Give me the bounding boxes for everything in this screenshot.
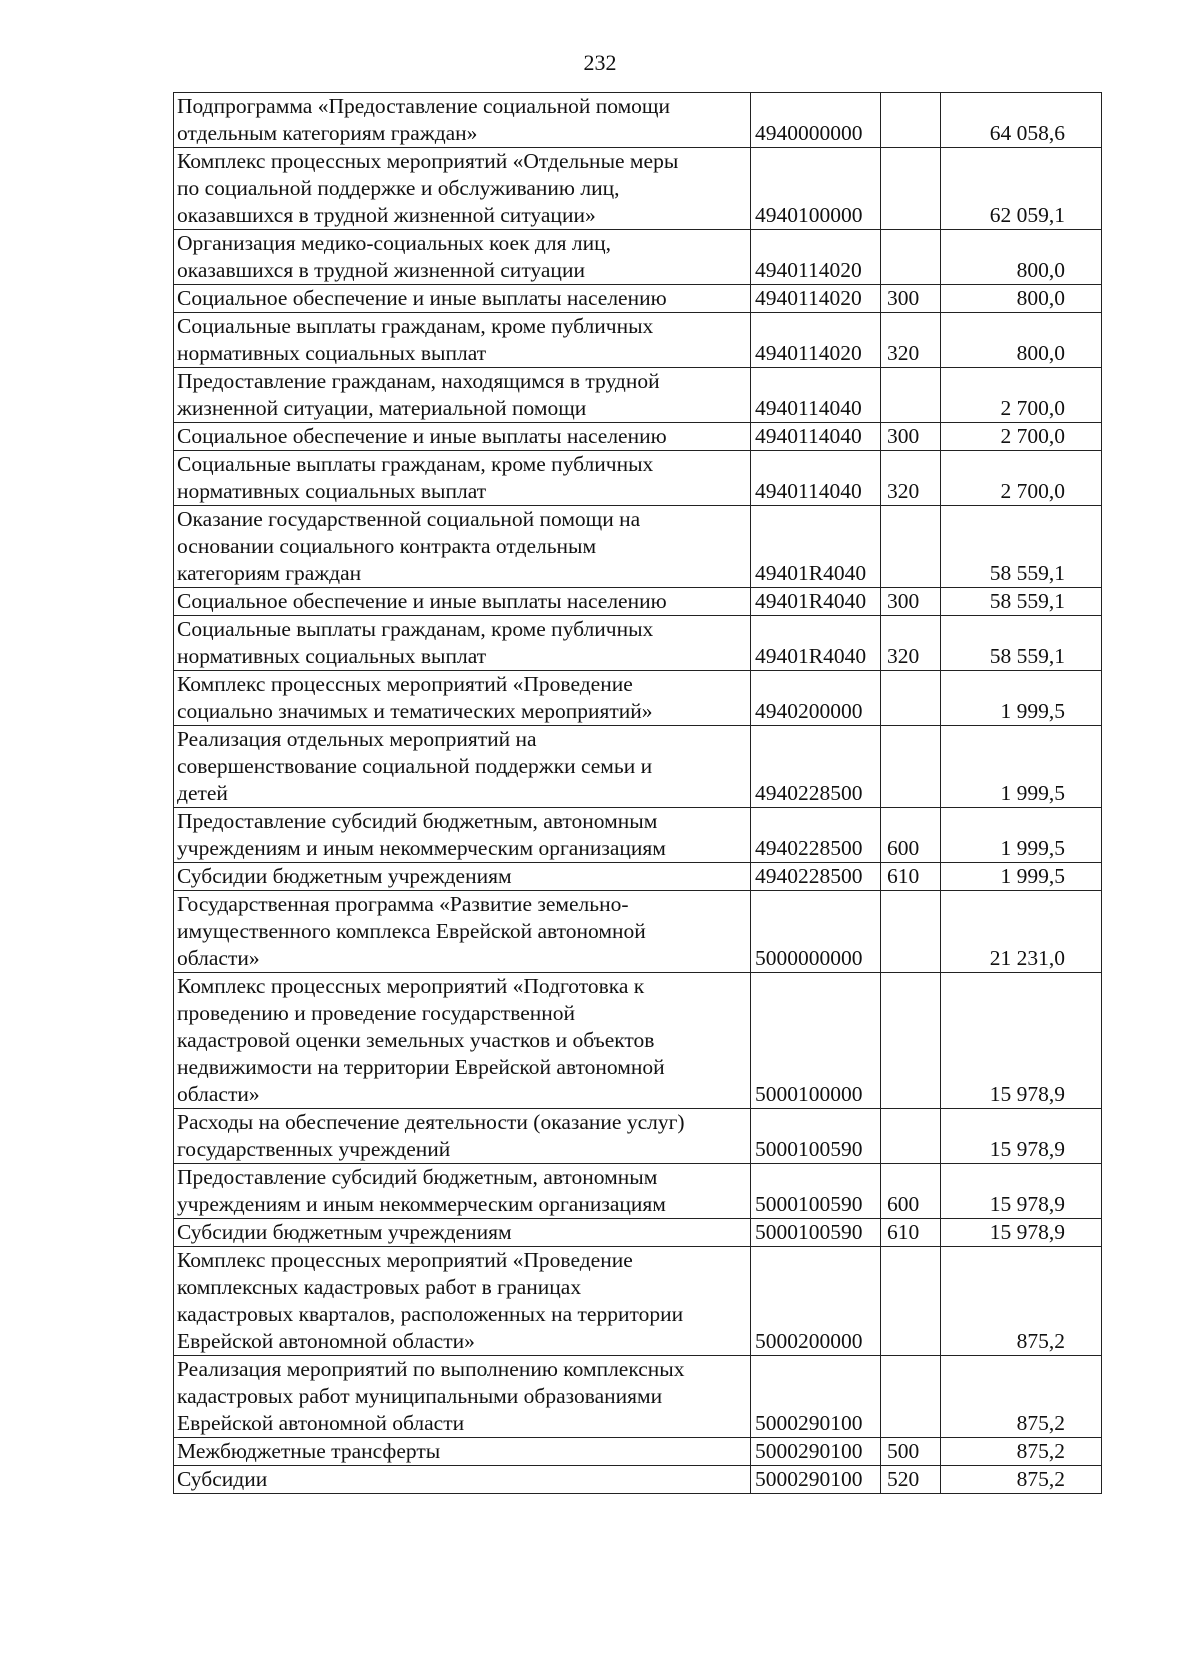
amount-cell: 2 700,0 bbox=[941, 423, 1102, 451]
expense-type-cell: 520 bbox=[881, 1466, 941, 1494]
expense-name-cell bbox=[174, 891, 751, 973]
expense-name-line: Социальное обеспечение и иные выплаты населению bbox=[177, 286, 667, 310]
expense-type-cell: 600 bbox=[881, 1164, 941, 1219]
amount-cell: 15 978,9 bbox=[941, 1164, 1102, 1219]
expense-name-cell bbox=[174, 506, 751, 588]
expense-name-cell bbox=[174, 313, 751, 368]
expense-type-cell: 300 bbox=[881, 588, 941, 616]
expense-name-line: Предоставление субсидий бюджетным, автономным bbox=[177, 1165, 658, 1189]
amount-cell: 64 058,6 bbox=[941, 93, 1102, 148]
table-row bbox=[174, 863, 1102, 891]
expense-type-cell bbox=[881, 506, 941, 588]
expense-name-line: категориям граждан bbox=[177, 561, 362, 585]
target-code-cell: 4940100000 bbox=[751, 148, 881, 230]
expense-type-cell: 500 bbox=[881, 1438, 941, 1466]
target-code-cell: 4940114020 bbox=[751, 285, 881, 313]
target-code-cell: 4940114020 bbox=[751, 230, 881, 285]
expense-name-line: области» bbox=[177, 946, 260, 970]
amount-cell: 58 559,1 bbox=[941, 506, 1102, 588]
target-code-cell: 5000290100 bbox=[751, 1356, 881, 1438]
amount-cell: 800,0 bbox=[941, 285, 1102, 313]
expense-name-line: Социальное обеспечение и иные выплаты населению bbox=[177, 424, 667, 448]
table-row bbox=[174, 1219, 1102, 1247]
target-code-cell: 49401R4040 bbox=[751, 506, 881, 588]
table-row bbox=[174, 93, 1102, 148]
expense-type-cell bbox=[881, 1109, 941, 1164]
expense-name-line: Еврейской автономной области» bbox=[177, 1329, 475, 1353]
expense-name-line: Субсидии бюджетным учреждениям bbox=[177, 1220, 512, 1244]
expense-name-line: комплексных кадастровых работ в границах bbox=[177, 1275, 582, 1299]
expense-name-line: по социальной поддержке и обслуживанию лиц, bbox=[177, 176, 620, 200]
table-row bbox=[174, 671, 1102, 726]
amount-cell: 21 231,0 bbox=[941, 891, 1102, 973]
amount-cell: 2 700,0 bbox=[941, 451, 1102, 506]
expense-name-line: учреждениям и иным некоммерческим организациям bbox=[177, 1192, 666, 1216]
amount-cell: 15 978,9 bbox=[941, 973, 1102, 1109]
expense-name-line: жизненной ситуации, материальной помощи bbox=[177, 396, 587, 420]
expense-name-line: отдельным категориям граждан» bbox=[177, 121, 478, 145]
table-row bbox=[174, 726, 1102, 808]
target-code-cell: 5000100590 bbox=[751, 1109, 881, 1164]
expense-name-line: Социальные выплаты гражданам, кроме публичных bbox=[177, 314, 654, 338]
expense-type-cell bbox=[881, 671, 941, 726]
amount-cell: 15 978,9 bbox=[941, 1109, 1102, 1164]
expense-name-line: нормативных социальных выплат bbox=[177, 644, 487, 668]
expense-type-cell bbox=[881, 1247, 941, 1356]
target-code-cell: 4940114040 bbox=[751, 423, 881, 451]
expense-type-cell: 610 bbox=[881, 1219, 941, 1247]
expense-name-line: Социальные выплаты гражданам, кроме публичных bbox=[177, 617, 654, 641]
target-code-cell: 5000200000 bbox=[751, 1247, 881, 1356]
expense-name-line: Субсидии бюджетным учреждениям bbox=[177, 864, 512, 888]
amount-cell: 800,0 bbox=[941, 230, 1102, 285]
expense-type-cell: 300 bbox=[881, 423, 941, 451]
target-code-cell: 4940114040 bbox=[751, 368, 881, 423]
amount-cell: 1 999,5 bbox=[941, 808, 1102, 863]
table-row bbox=[174, 973, 1102, 1109]
expense-name-line: Расходы на обеспечение деятельности (оказание услуг) bbox=[177, 1110, 685, 1134]
expense-name-line: Социальное обеспечение и иные выплаты населению bbox=[177, 589, 667, 613]
expense-name-line: социально значимых и тематических мероприятий» bbox=[177, 699, 653, 723]
amount-cell: 15 978,9 bbox=[941, 1219, 1102, 1247]
table-row bbox=[174, 368, 1102, 423]
expense-name-cell bbox=[174, 671, 751, 726]
expense-name-line: нормативных социальных выплат bbox=[177, 479, 487, 503]
amount-cell: 800,0 bbox=[941, 313, 1102, 368]
amount-cell: 62 059,1 bbox=[941, 148, 1102, 230]
expense-name-cell bbox=[174, 93, 751, 148]
expense-name-line: Комплекс процессных мероприятий «Проведение bbox=[177, 672, 633, 696]
target-code-cell: 5000290100 bbox=[751, 1438, 881, 1466]
target-code-cell: 5000100000 bbox=[751, 973, 881, 1109]
expense-type-cell: 600 bbox=[881, 808, 941, 863]
expense-name-line: Оказание государственной социальной помощи на bbox=[177, 507, 641, 531]
table-row bbox=[174, 891, 1102, 973]
amount-cell: 875,2 bbox=[941, 1466, 1102, 1494]
table-row bbox=[174, 451, 1102, 506]
expense-name-line: Еврейской автономной области bbox=[177, 1411, 465, 1435]
expense-name-line: Предоставление гражданам, находящимся в трудной bbox=[177, 369, 660, 393]
target-code-cell: 5000100590 bbox=[751, 1219, 881, 1247]
target-code-cell: 5000000000 bbox=[751, 891, 881, 973]
expense-name-cell bbox=[174, 1247, 751, 1356]
expense-name-line: области» bbox=[177, 1082, 260, 1106]
expense-name-line: Организация медико-социальных коек для лиц, bbox=[177, 231, 611, 255]
table-row bbox=[174, 230, 1102, 285]
amount-cell: 1 999,5 bbox=[941, 863, 1102, 891]
expense-type-cell: 610 bbox=[881, 863, 941, 891]
expense-name-line: Реализация мероприятий по выполнению комплексных bbox=[177, 1357, 685, 1381]
target-code-cell: 4940200000 bbox=[751, 671, 881, 726]
expense-name-line: Комплекс процессных мероприятий «Проведение bbox=[177, 1248, 633, 1272]
expense-name-cell bbox=[174, 1438, 751, 1466]
page-number: 232 bbox=[583, 50, 617, 75]
expense-name-cell bbox=[174, 148, 751, 230]
expense-type-cell: 320 bbox=[881, 616, 941, 671]
expense-name-cell bbox=[174, 1356, 751, 1438]
expense-name-line: Комплекс процессных мероприятий «Подготовка к bbox=[177, 974, 645, 998]
amount-cell: 1 999,5 bbox=[941, 671, 1102, 726]
table-row bbox=[174, 1356, 1102, 1438]
target-code-cell: 49401R4040 bbox=[751, 616, 881, 671]
expense-name-cell bbox=[174, 1466, 751, 1494]
table-row bbox=[174, 148, 1102, 230]
expense-type-cell: 300 bbox=[881, 285, 941, 313]
table-row bbox=[174, 1466, 1102, 1494]
table-row bbox=[174, 423, 1102, 451]
expense-name-line: оказавшихся в трудной жизненной ситуации» bbox=[177, 203, 596, 227]
target-code-cell: 5000290100 bbox=[751, 1466, 881, 1494]
expense-type-cell bbox=[881, 973, 941, 1109]
expense-name-cell bbox=[174, 616, 751, 671]
table-row bbox=[174, 285, 1102, 313]
target-code-cell: 49401R4040 bbox=[751, 588, 881, 616]
expense-name-line: кадастровых кварталов, расположенных на территории bbox=[177, 1302, 684, 1326]
expense-type-cell bbox=[881, 93, 941, 148]
target-code-cell: 4940114020 bbox=[751, 313, 881, 368]
expense-name-cell bbox=[174, 1109, 751, 1164]
target-code-cell: 4940228500 bbox=[751, 863, 881, 891]
table-row bbox=[174, 808, 1102, 863]
expense-name-line: Подпрограмма «Предоставление социальной помощи bbox=[177, 94, 670, 118]
table-row bbox=[174, 1438, 1102, 1466]
amount-cell: 875,2 bbox=[941, 1356, 1102, 1438]
table-row bbox=[174, 313, 1102, 368]
expense-name-cell bbox=[174, 451, 751, 506]
expense-name-line: кадастровых работ муниципальными образованиями bbox=[177, 1384, 663, 1408]
table-row bbox=[174, 1164, 1102, 1219]
expense-type-cell bbox=[881, 1356, 941, 1438]
expense-name-line: недвижимости на территории Еврейской автономной bbox=[177, 1055, 665, 1079]
expense-type-cell bbox=[881, 230, 941, 285]
expense-type-cell bbox=[881, 148, 941, 230]
expense-name-line: Предоставление субсидий бюджетным, автономным bbox=[177, 809, 658, 833]
expense-name-line: Социальные выплаты гражданам, кроме публичных bbox=[177, 452, 654, 476]
expense-name-line: проведению и проведение государственной bbox=[177, 1001, 576, 1025]
amount-cell: 1 999,5 bbox=[941, 726, 1102, 808]
expense-name-line: Реализация отдельных мероприятий на bbox=[177, 727, 537, 751]
expense-name-line: оказавшихся в трудной жизненной ситуации bbox=[177, 258, 585, 282]
expense-name-line: детей bbox=[177, 781, 228, 805]
expense-name-line: совершенствование социальной поддержки семьи и bbox=[177, 754, 653, 778]
expense-name-cell bbox=[174, 1219, 751, 1247]
expense-name-line: учреждениям и иным некоммерческим организациям bbox=[177, 836, 666, 860]
expense-name-line: государственных учреждений bbox=[177, 1137, 451, 1161]
expense-type-cell: 320 bbox=[881, 313, 941, 368]
expense-name-line: Межбюджетные трансферты bbox=[177, 1439, 441, 1463]
expense-name-line: нормативных социальных выплат bbox=[177, 341, 487, 365]
table-row bbox=[174, 616, 1102, 671]
expense-name-cell bbox=[174, 368, 751, 423]
amount-cell: 875,2 bbox=[941, 1438, 1102, 1466]
table-row bbox=[174, 506, 1102, 588]
amount-cell: 58 559,1 bbox=[941, 588, 1102, 616]
expense-name-line: имущественного комплекса Еврейской автономной bbox=[177, 919, 646, 943]
amount-cell: 2 700,0 bbox=[941, 368, 1102, 423]
expense-type-cell: 320 bbox=[881, 451, 941, 506]
expense-type-cell bbox=[881, 891, 941, 973]
expense-name-cell bbox=[174, 1164, 751, 1219]
expense-name-cell bbox=[174, 808, 751, 863]
expense-type-cell bbox=[881, 368, 941, 423]
budget-table-body bbox=[174, 93, 1102, 1494]
expense-name-cell bbox=[174, 285, 751, 313]
table-row bbox=[174, 1247, 1102, 1356]
target-code-cell: 4940114040 bbox=[751, 451, 881, 506]
table-row bbox=[174, 1109, 1102, 1164]
expense-name-cell bbox=[174, 230, 751, 285]
expense-name-line: Государственная программа «Развитие земельно- bbox=[177, 892, 629, 916]
table-row bbox=[174, 588, 1102, 616]
expense-name-cell bbox=[174, 726, 751, 808]
budget-table bbox=[173, 92, 1102, 1494]
expense-name-line: основании социального контракта отдельным bbox=[177, 534, 597, 558]
expense-name-line: Субсидии bbox=[177, 1467, 268, 1491]
amount-cell: 58 559,1 bbox=[941, 616, 1102, 671]
target-code-cell: 4940228500 bbox=[751, 808, 881, 863]
expense-name-cell bbox=[174, 423, 751, 451]
expense-name-line: Комплекс процессных мероприятий «Отдельные меры bbox=[177, 149, 679, 173]
expense-type-cell bbox=[881, 726, 941, 808]
amount-cell: 875,2 bbox=[941, 1247, 1102, 1356]
expense-name-line: кадастровой оценки земельных участков и объектов bbox=[177, 1028, 655, 1052]
expense-name-cell bbox=[174, 588, 751, 616]
target-code-cell: 4940228500 bbox=[751, 726, 881, 808]
expense-name-cell bbox=[174, 863, 751, 891]
target-code-cell: 5000100590 bbox=[751, 1164, 881, 1219]
target-code-cell: 4940000000 bbox=[751, 93, 881, 148]
expense-name-cell bbox=[174, 973, 751, 1109]
